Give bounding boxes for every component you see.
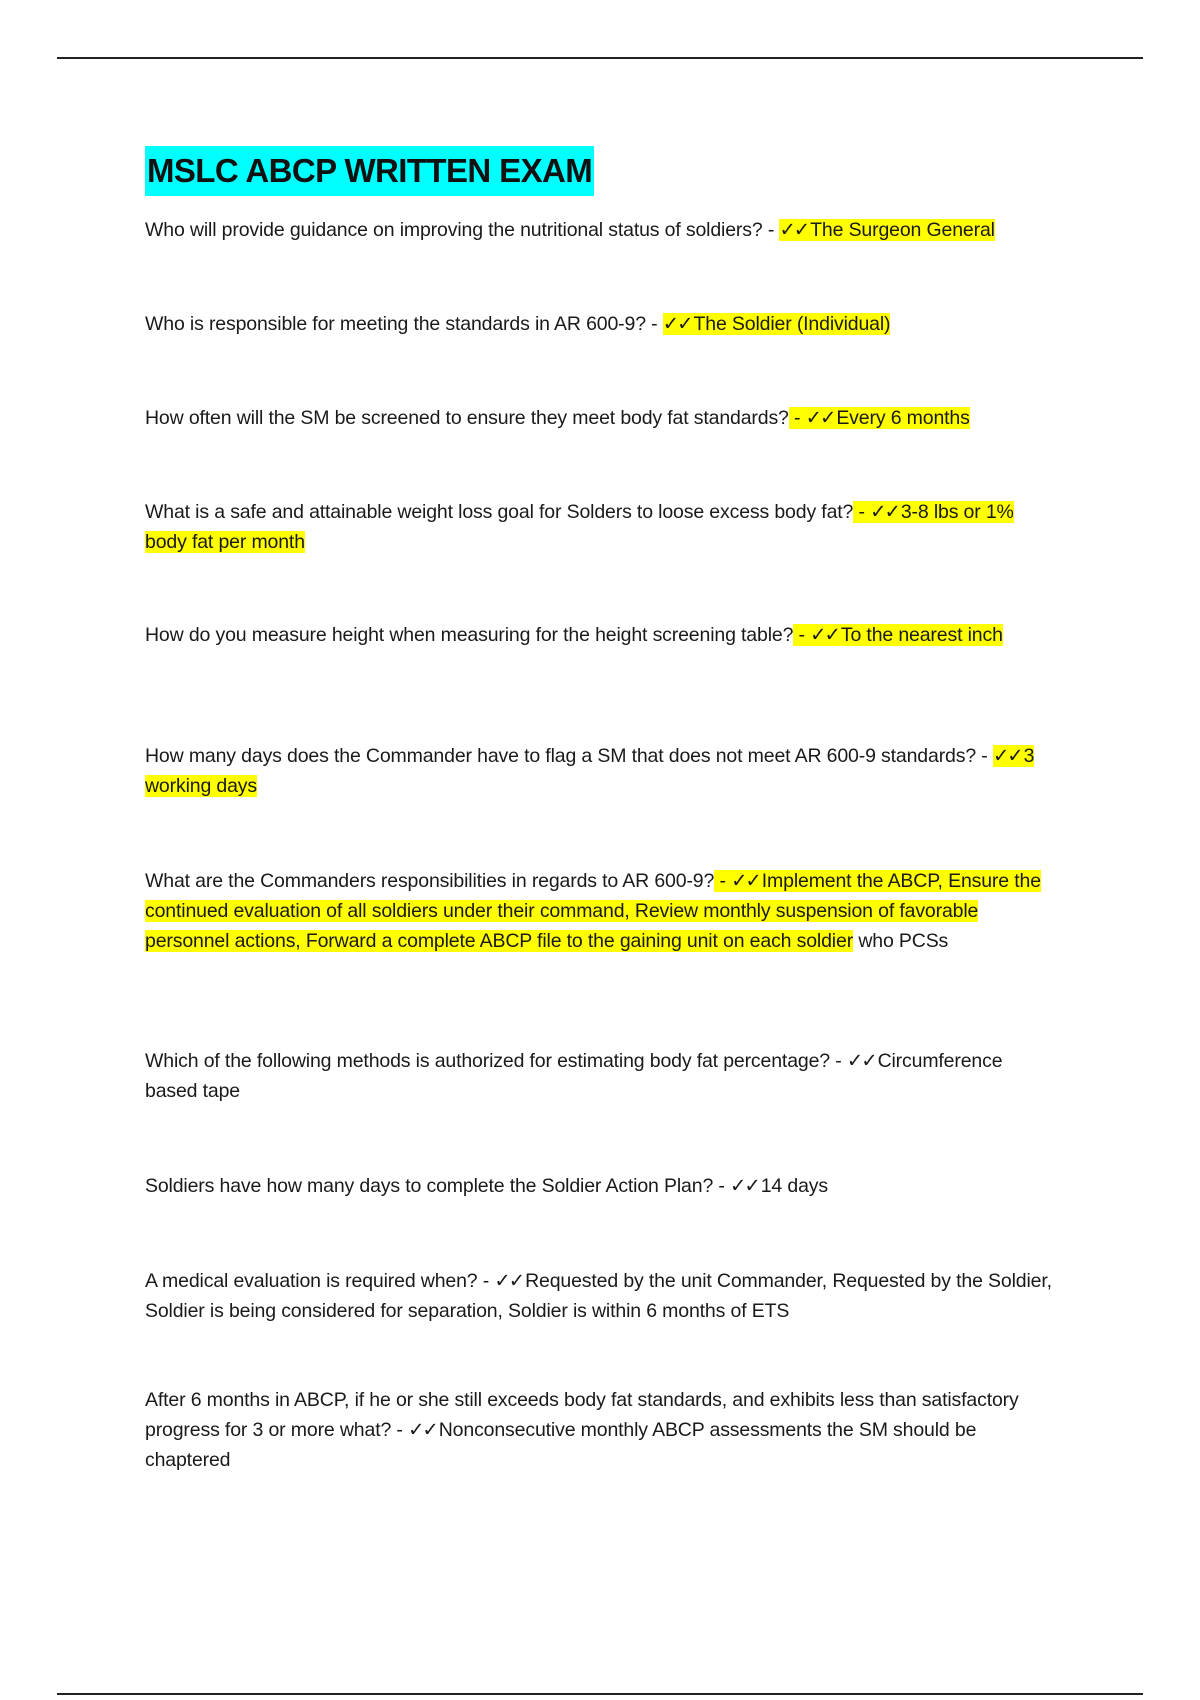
answer-highlight: - ✓✓ 3-8 lbs or 1% body fat per month <box>145 501 1014 553</box>
double-check-icon: ✓✓ <box>408 1419 437 1441</box>
double-check-icon: ✓✓ <box>846 1050 876 1072</box>
answer-text: Nonconsecutive monthly ABCP assessments the SM should be chaptered <box>145 1419 977 1471</box>
answer-text: To the nearest inch <box>840 624 1003 646</box>
answer-text: Every 6 months <box>836 407 970 429</box>
answer-highlight: - ✓✓ To the nearest inch <box>793 624 1003 646</box>
qa-item <box>145 403 1055 433</box>
answer-highlight <box>779 219 994 241</box>
qa-item <box>145 866 1055 956</box>
answer-highlight <box>663 313 891 335</box>
double-check-icon: ✓✓ <box>779 219 809 241</box>
question-text: How often will the SM be screened to ensure they meet body fat standards? <box>145 407 789 429</box>
qa-item <box>145 1266 1055 1326</box>
footer-rule <box>57 1693 1143 1695</box>
answer-text: The Surgeon General <box>810 219 995 241</box>
header-rule <box>57 57 1143 59</box>
question-text: How do you measure height when measuring for the height screening table? <box>145 624 794 646</box>
question-text: Who will provide guidance on improving the nutritional status of soldiers? - <box>145 219 775 241</box>
double-check-icon: ✓✓ <box>810 624 839 646</box>
question-text: What is a safe and attainable weight loss goal for Solders to loose excess body fat? <box>145 501 854 523</box>
answer-text: 3-8 lbs or 1% body fat per month <box>145 501 1014 553</box>
double-check-icon: ✓✓ <box>870 501 899 523</box>
double-check-icon: ✓✓ <box>662 313 692 335</box>
question-text: A medical evaluation is required when? - <box>145 1270 490 1292</box>
double-check-icon: ✓✓ <box>805 407 835 429</box>
answer-text: Implement the ABCP, Ensure the continued evaluation of all soldiers under their command, Review monthly suspension of favorable personnel actions, Forward a complete ABCP file to the gaining unit on each soldier <box>145 870 1041 952</box>
qa-item <box>145 1046 1055 1106</box>
qa-item <box>145 1385 1055 1475</box>
question-text: After 6 months in ABCP, if he or she still exceeds body fat standards, and exhibits less than satisfactory progress for 3 or more what? - <box>145 1389 1019 1441</box>
question-text: What are the Commanders responsibilities in regards to AR 600-9? <box>145 870 715 892</box>
answer-text: The Soldier (Individual) <box>693 313 891 335</box>
qa-item <box>145 1171 1055 1201</box>
question-text: Soldiers have how many days to complete the Soldier Action Plan? - <box>145 1175 725 1197</box>
answer-text: 14 days <box>760 1175 828 1197</box>
answer-highlight: - ✓✓ Every 6 months <box>788 407 970 429</box>
qa-item <box>145 309 1055 339</box>
answer-tail: who PCSs <box>853 930 949 952</box>
question-text: Which of the following methods is authorized for estimating body fat percentage? - <box>145 1050 842 1072</box>
qa-item <box>145 620 1055 650</box>
double-check-icon: ✓✓ <box>992 745 1022 767</box>
qa-item <box>145 741 1055 801</box>
double-check-icon: ✓✓ <box>494 1270 524 1292</box>
answer-text: Circumference based tape <box>145 1050 1003 1102</box>
answer-text: 3 working days <box>145 745 1035 797</box>
document-title: MSLC ABCP WRITTEN EXAM <box>145 146 594 196</box>
answer-plain <box>730 1175 828 1197</box>
double-check-icon: ✓✓ <box>730 1175 759 1197</box>
double-check-icon: ✓✓ <box>731 870 760 892</box>
question-text: Who is responsible for meeting the standards in AR 600-9? - <box>145 313 658 335</box>
question-text: How many days does the Commander have to flag a SM that does not meet AR 600-9 standards? - <box>145 745 988 767</box>
qa-item <box>145 497 1055 557</box>
answer-highlight: - ✓✓ Implement the ABCP, Ensure the continued evaluation of all soldiers under their command, Review monthly suspension of favorable personnel actions, Forward a complete ABCP file to the gaining unit on each soldier <box>145 870 1041 952</box>
qa-item <box>145 215 1055 245</box>
answer-text: Requested by the unit Commander, Requested by the Soldier, Soldier is being considered for separation, Soldier is within 6 months of ETS <box>145 1270 1052 1322</box>
